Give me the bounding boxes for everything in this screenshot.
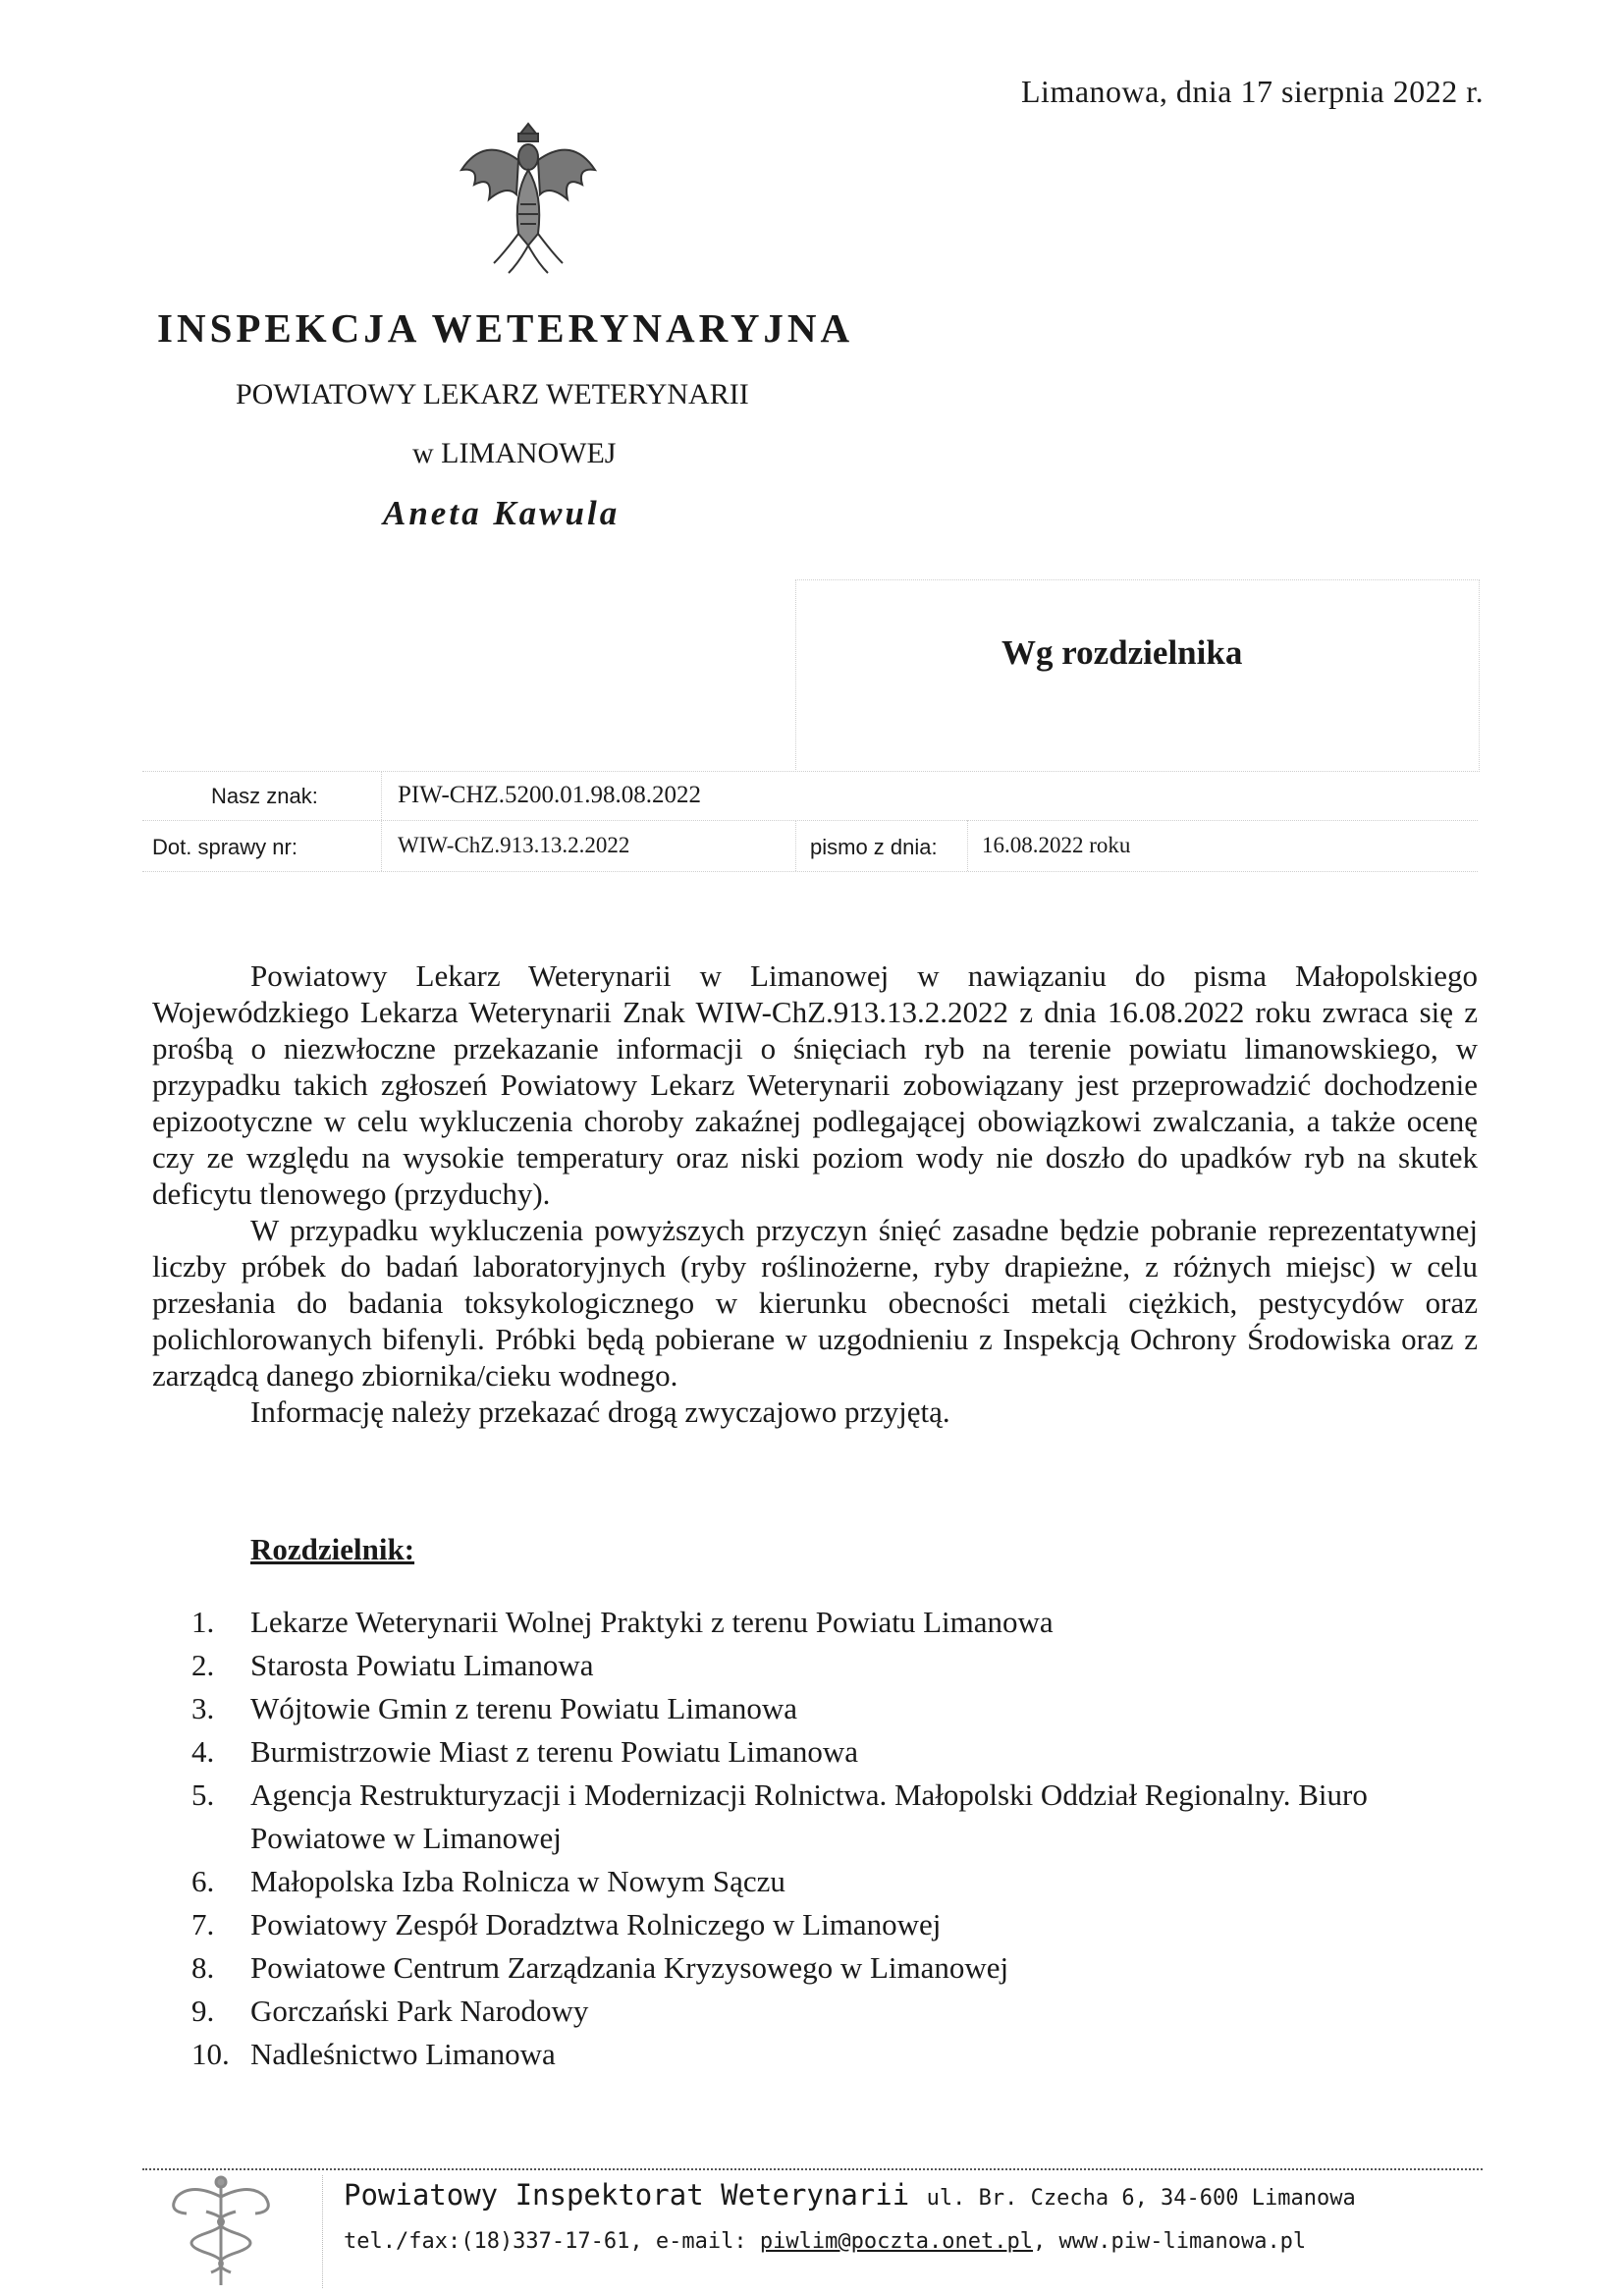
caduceus-logo-icon <box>147 2172 295 2290</box>
list-item: 8. Powiatowe Centrum Zarządzania Kryzysowego w Limanowej <box>191 1950 1009 1985</box>
footer-address: ul. Br. Czecha 6, 34-600 Limanowa <box>926 2186 1356 2211</box>
list-item: 1. Lekarze Weterynarii Wolnej Praktyki z terenu Powiatu Limanowa <box>191 1605 1054 1639</box>
addressee-box <box>795 579 1480 772</box>
our-ref-value: PIW-CHZ.5200.01.98.08.2022 <box>398 782 702 808</box>
list-item: 7. Powiatowy Zespół Doradztwa Rolniczego w Limanowej <box>191 1907 942 1941</box>
office-city: w LIMANOWEJ <box>412 437 617 469</box>
footer-contact-line <box>344 2229 1306 2254</box>
addressee: Wg rozdzielnika <box>1001 633 1243 672</box>
list-item: 5. Agencja Restrukturyzacji i Modernizacji Rolnictwa. Małopolski Oddział Regionalny. Biuro Powiatowe w Limanowej <box>191 1777 1368 1855</box>
footer-vertical-divider <box>322 2175 323 2288</box>
document-date: Limanowa, dnia 17 sierpnia 2022 r. <box>1021 74 1485 109</box>
footer-email-separator: , <box>1033 2229 1047 2254</box>
reference-table-divider <box>381 771 382 871</box>
letter-body <box>152 957 1478 1430</box>
distribution-heading: Rozdzielnik: <box>250 1532 415 1566</box>
list-item: 6. Małopolska Izba Rolnicza w Nowym Sączu <box>191 1864 785 1898</box>
footer-website-link[interactable]: www.piw-limanowa.pl <box>1058 2229 1307 2254</box>
case-number-value: WIW-ChZ.913.13.2.2022 <box>398 833 630 857</box>
letter-date-value: 16.08.2022 roku <box>982 833 1131 857</box>
polish-eagle-emblem-icon <box>450 116 607 283</box>
reference-table-line <box>142 820 1478 821</box>
list-item: 9. Gorczański Park Narodowy <box>191 1994 589 2028</box>
institution-name: INSPEKCJA WETERYNARYJNA <box>157 305 854 351</box>
our-ref-label: Nasz znak: <box>211 784 318 808</box>
reference-table-divider <box>967 820 968 871</box>
footer-org-name: Powiatowy Inspektorat Weterynarii <box>344 2178 910 2212</box>
footer-email-link[interactable]: piwlim@poczta.onet.pl <box>759 2229 1034 2254</box>
reference-table-divider <box>795 820 796 871</box>
reference-table-line <box>142 771 1478 772</box>
reference-table-line <box>142 871 1478 872</box>
body-paragraph: Powiatowy Lekarz Weterynarii w Limanowej w nawiązaniu do pisma Małopolskiego Wojewódzkiego Lekarza Weterynarii Znak WIW-ChZ.913.13.2.2022 z dnia 16.08.2022 roku zwraca się z prośbą o niezwłoczne przekazanie informacji o śnięciach ryb na terenie powiatu limanowskiego, w przypadku takich zgłoszeń Powiatowy Lekarz Weterynarii zobowiązany jest przeprowadzić dochodzenie epizootyczne w celu wykluczenia choroby zakaźnej podlegającej obowiązkowi zwalczania, a także ocenę czy ze względu na wysokie temperatury oraz niski poziom wody nie doszło do upadków ryb na skutek deficytu tlenowego (przyduchy). <box>152 958 1478 1211</box>
case-number-label: Dot. sprawy nr: <box>152 835 298 859</box>
body-paragraph: Informację należy przekazać drogą zwyczajowo przyjętą. <box>250 1394 950 1429</box>
list-item: 2. Starosta Powiatu Limanowa <box>191 1648 594 1682</box>
body-paragraph: W przypadku wykluczenia powyższych przyczyn śnięć zasadne będzie pobranie reprezentatywnej liczby próbek do badań laboratoryjnych (ryby roślinożerne, ryby drapieżne, z różnych miejsc) w celu przesłania do badania toksykologicznego w kierunku obecności metali ciężkich, pestycydów oraz polichlorowanych bifenyli. Próbki będą pobierane w uzgodnieniu z Inspekcją Ochrony Środowiska oraz z zarządcą danego zbiornika/cieku wodnego. <box>152 1213 1478 1393</box>
distribution-list <box>191 1601 1488 2076</box>
letter-date-label: pismo z dnia: <box>810 835 938 859</box>
footer-org-line <box>344 2178 1356 2212</box>
footer-divider <box>142 2168 1483 2170</box>
official-name: Aneta Kawula <box>383 494 621 532</box>
office-name: POWIATOWY LEKARZ WETERYNARII <box>236 378 749 410</box>
list-item: 3. Wójtowie Gmin z terenu Powiatu Limanowa <box>191 1691 798 1725</box>
footer-email-label: e-mail: <box>655 2229 747 2254</box>
list-item: 10. Nadleśnictwo Limanowa <box>191 2037 556 2071</box>
footer-phone: tel./fax:(18)337-17-61, <box>344 2229 643 2254</box>
list-item: 4. Burmistrzowie Miast z terenu Powiatu Limanowa <box>191 1734 859 1769</box>
